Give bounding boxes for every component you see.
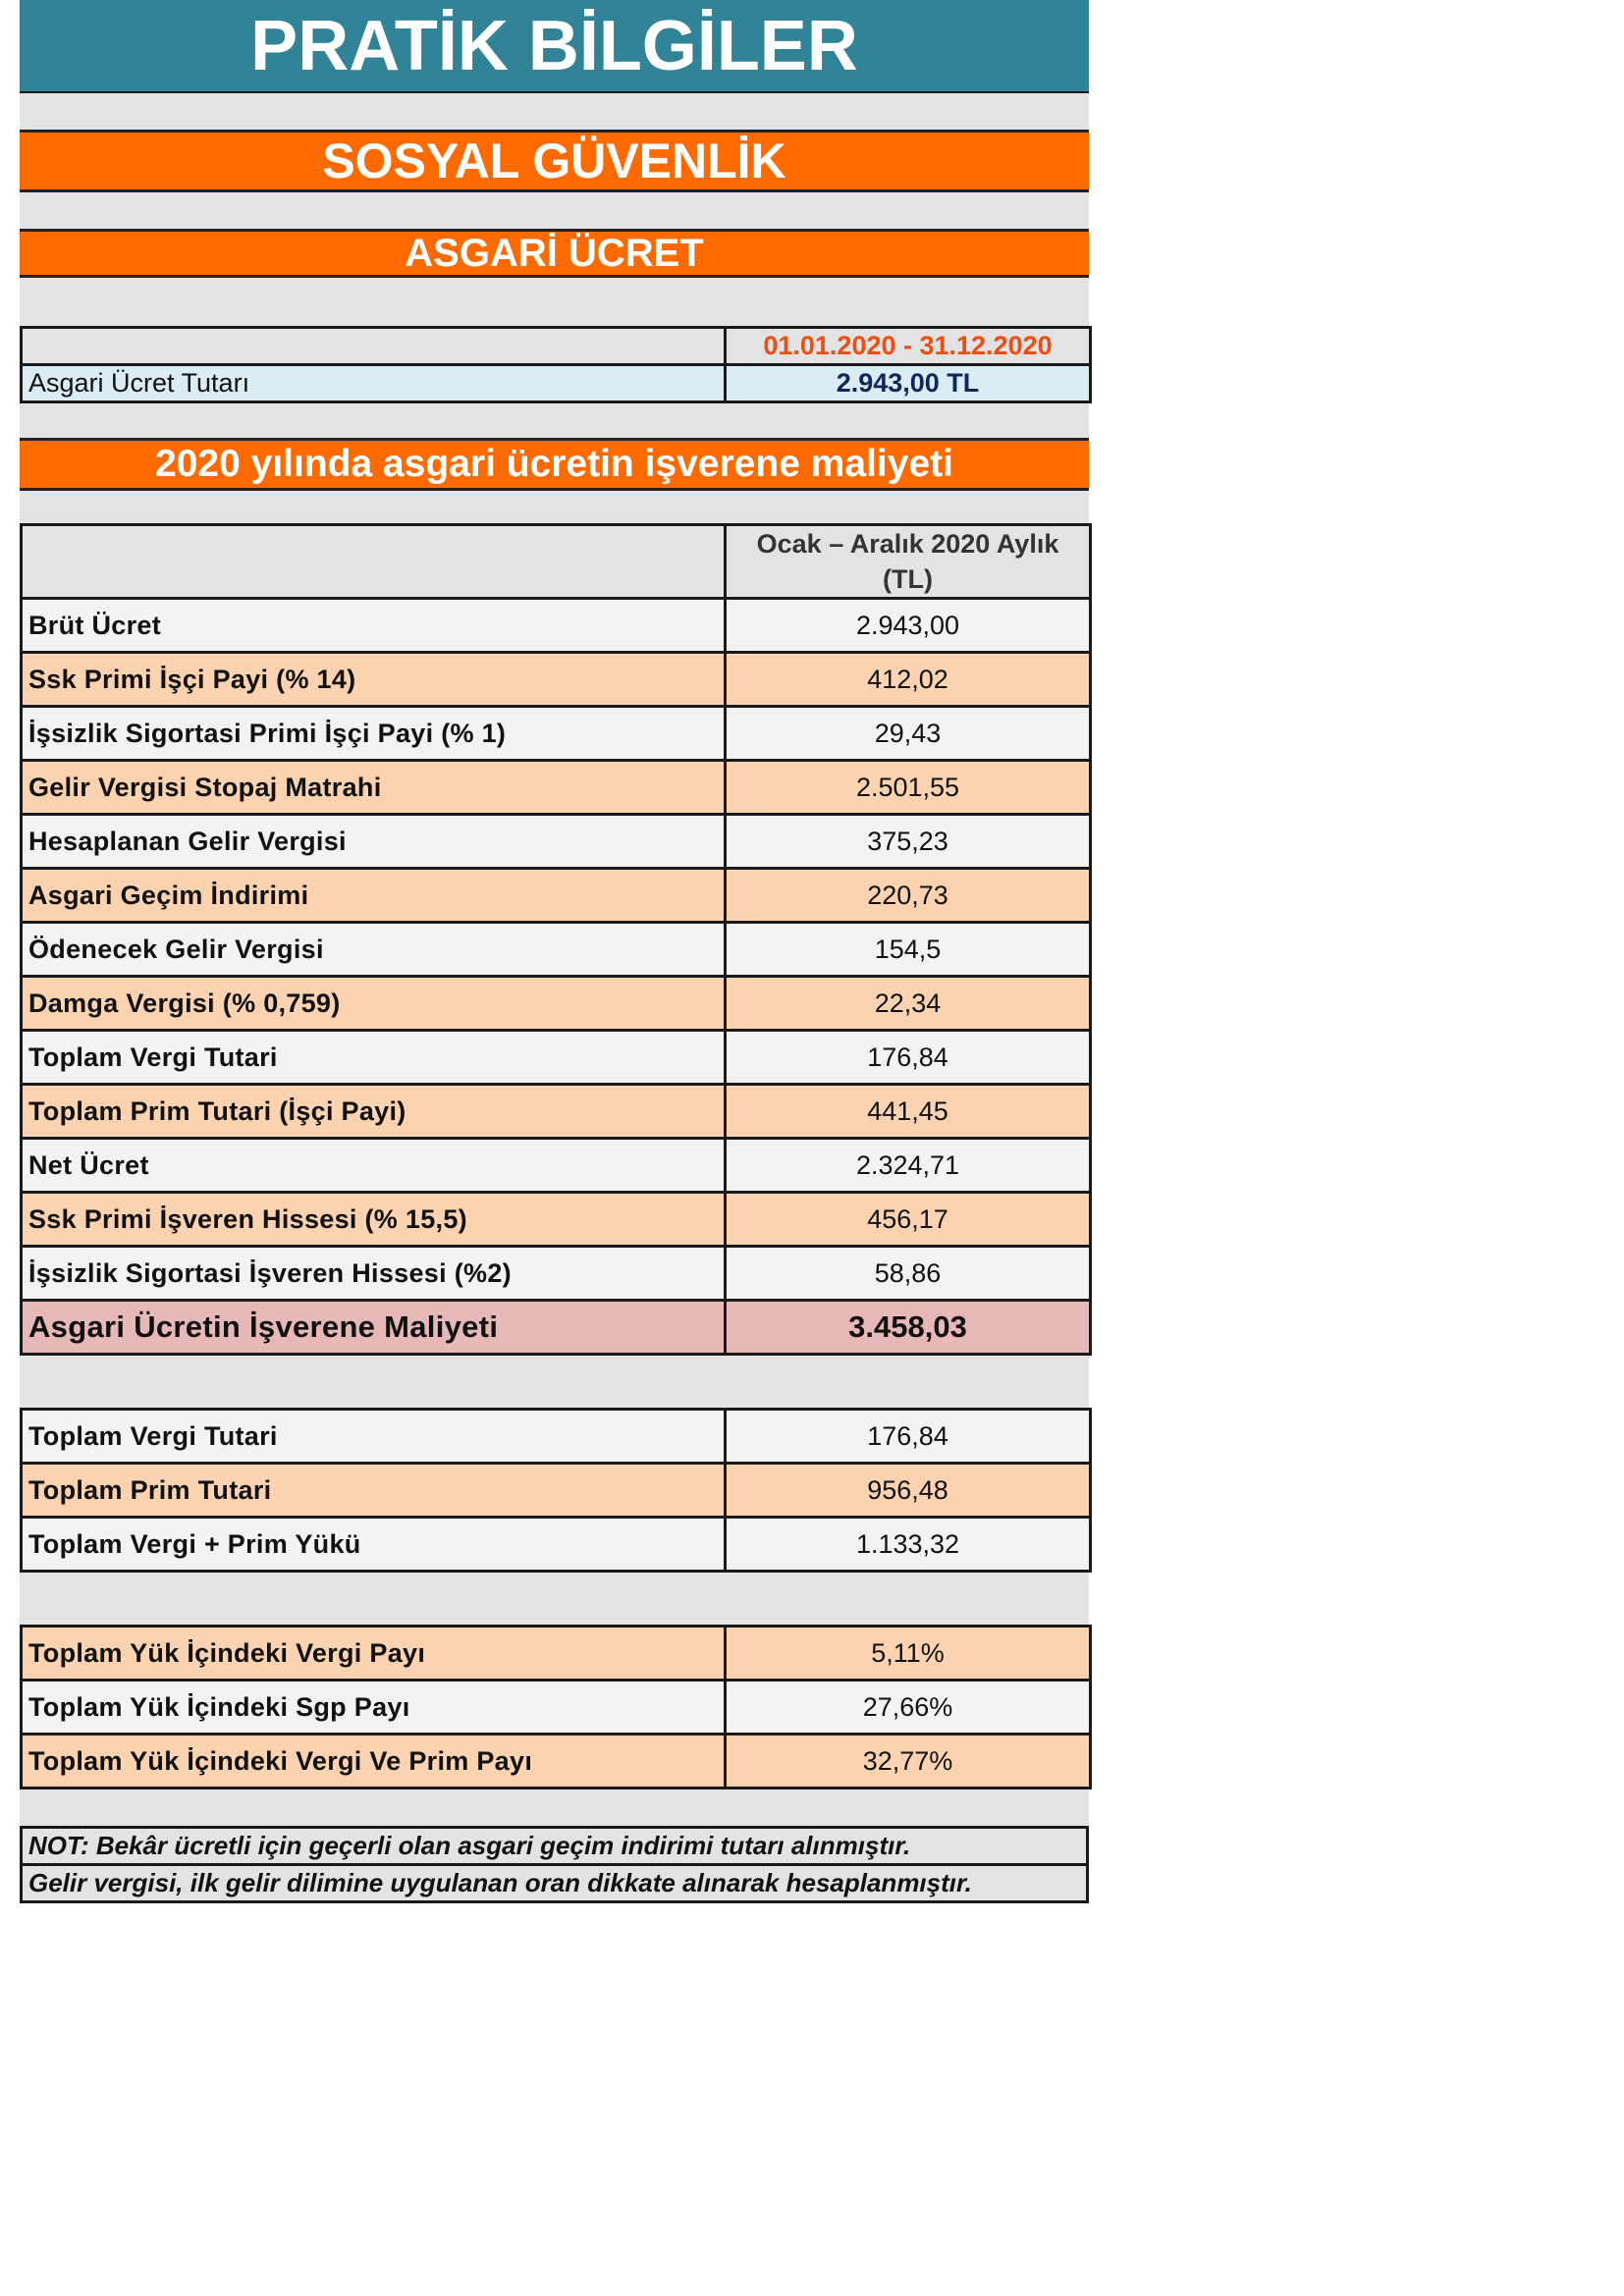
row-label: İşsizlik Sigortasi İşveren Hissesi (%2) — [22, 1247, 726, 1301]
note-row — [22, 1865, 1088, 1902]
table-row — [22, 1627, 1091, 1681]
row-label: Hesaplanan Gelir Vergisi — [22, 815, 726, 869]
cost-table — [20, 523, 1092, 1356]
wage-row — [22, 365, 1091, 402]
table-row — [22, 1464, 1091, 1518]
row-value: 2.501,55 — [726, 761, 1091, 815]
note-text: Gelir vergisi, ilk gelir dilimine uygulanan oran dikkate alınarak hesaplanmıştır. — [22, 1865, 1088, 1902]
period-row — [22, 328, 1091, 365]
row-label: Toplam Yük İçindeki Sgp Payı — [22, 1681, 726, 1735]
summary-table — [20, 1408, 1092, 1573]
row-label: Damga Vergisi (% 0,759) — [22, 977, 726, 1031]
section-title: SOSYAL GÜVENLİK — [20, 130, 1089, 192]
total-row — [22, 1301, 1091, 1355]
table-row — [22, 1735, 1091, 1789]
spacer — [20, 403, 1089, 438]
table-row — [22, 1193, 1091, 1247]
spacer — [20, 491, 1089, 523]
table-row — [22, 977, 1091, 1031]
empty-cell — [22, 328, 726, 365]
row-label: Toplam Vergi + Prim Yükü — [22, 1518, 726, 1572]
row-value: 27,66% — [726, 1681, 1091, 1735]
spacer — [20, 192, 1089, 229]
row-label: İşsizlik Sigortasi Primi İşçi Payi (% 1) — [22, 707, 726, 761]
row-label: Toplam Prim Tutari — [22, 1464, 726, 1518]
row-value: 176,84 — [726, 1410, 1091, 1464]
row-value: 956,48 — [726, 1464, 1091, 1518]
row-value: 32,77% — [726, 1735, 1091, 1789]
spacer — [20, 278, 1089, 326]
spacer — [20, 1356, 1089, 1408]
table-row — [22, 653, 1091, 707]
row-value: 456,17 — [726, 1193, 1091, 1247]
note-text: NOT: Bekâr ücretli için geçerli olan asgari geçim indirimi tutarı alınmıştır. — [22, 1828, 1088, 1865]
wage-label: Asgari Ücret Tutarı — [22, 365, 726, 402]
row-value: 1.133,32 — [726, 1518, 1091, 1572]
table-row — [22, 599, 1091, 653]
row-value: 154,5 — [726, 923, 1091, 977]
table-row — [22, 815, 1091, 869]
row-label: Ödenecek Gelir Vergisi — [22, 923, 726, 977]
row-value: 58,86 — [726, 1247, 1091, 1301]
subsection-title: ASGARİ ÜCRET — [20, 229, 1089, 278]
cost-section-title: 2020 yılında asgari ücretin işverene maliyeti — [20, 438, 1089, 491]
row-label: Ssk Primi İşçi Payi (% 14) — [22, 653, 726, 707]
table-row — [22, 1139, 1091, 1193]
price-sheet — [20, 0, 1089, 1903]
row-value: 2.324,71 — [726, 1139, 1091, 1193]
row-value: 22,34 — [726, 977, 1091, 1031]
row-label: Toplam Vergi Tutari — [22, 1410, 726, 1464]
row-label: Asgari Geçim İndirimi — [22, 869, 726, 923]
table-row — [22, 1031, 1091, 1085]
table-row — [22, 1085, 1091, 1139]
spacer — [20, 1573, 1089, 1625]
empty-cell — [22, 525, 726, 599]
period-cell: 01.01.2020 - 31.12.2020 — [726, 328, 1091, 365]
cost-table-header — [22, 525, 1091, 599]
row-label: Toplam Yük İçindeki Vergi Payı — [22, 1627, 726, 1681]
total-label: Asgari Ücretin İşverene Maliyeti — [22, 1301, 726, 1355]
notes-table — [20, 1826, 1089, 1903]
row-label: Gelir Vergisi Stopaj Matrahi — [22, 761, 726, 815]
row-label: Toplam Vergi Tutari — [22, 1031, 726, 1085]
row-label: Net Ücret — [22, 1139, 726, 1193]
row-value: 412,02 — [726, 653, 1091, 707]
wage-value: 2.943,00 TL — [726, 365, 1091, 402]
page-title: PRATİK BİLGİLER — [20, 0, 1089, 93]
total-value: 3.458,03 — [726, 1301, 1091, 1355]
note-row — [22, 1828, 1088, 1865]
row-label: Brüt Ücret — [22, 599, 726, 653]
table-row — [22, 869, 1091, 923]
spacer — [20, 1789, 1089, 1826]
table-row — [22, 923, 1091, 977]
table-row — [22, 761, 1091, 815]
row-value: 2.943,00 — [726, 599, 1091, 653]
row-value: 5,11% — [726, 1627, 1091, 1681]
table-row — [22, 707, 1091, 761]
row-value: 176,84 — [726, 1031, 1091, 1085]
spacer — [20, 93, 1089, 130]
row-value: 220,73 — [726, 869, 1091, 923]
row-value: 441,45 — [726, 1085, 1091, 1139]
table-row — [22, 1518, 1091, 1572]
table-row — [22, 1410, 1091, 1464]
row-label: Toplam Yük İçindeki Vergi Ve Prim Payı — [22, 1735, 726, 1789]
share-table — [20, 1625, 1092, 1789]
column-header: Ocak – Aralık 2020 Aylık (TL) — [726, 525, 1091, 599]
row-value: 375,23 — [726, 815, 1091, 869]
row-label: Toplam Prim Tutari (İşçi Payi) — [22, 1085, 726, 1139]
minimum-wage-table — [20, 326, 1092, 403]
row-value: 29,43 — [726, 707, 1091, 761]
table-row — [22, 1681, 1091, 1735]
table-row — [22, 1247, 1091, 1301]
row-label: Ssk Primi İşveren Hissesi (% 15,5) — [22, 1193, 726, 1247]
